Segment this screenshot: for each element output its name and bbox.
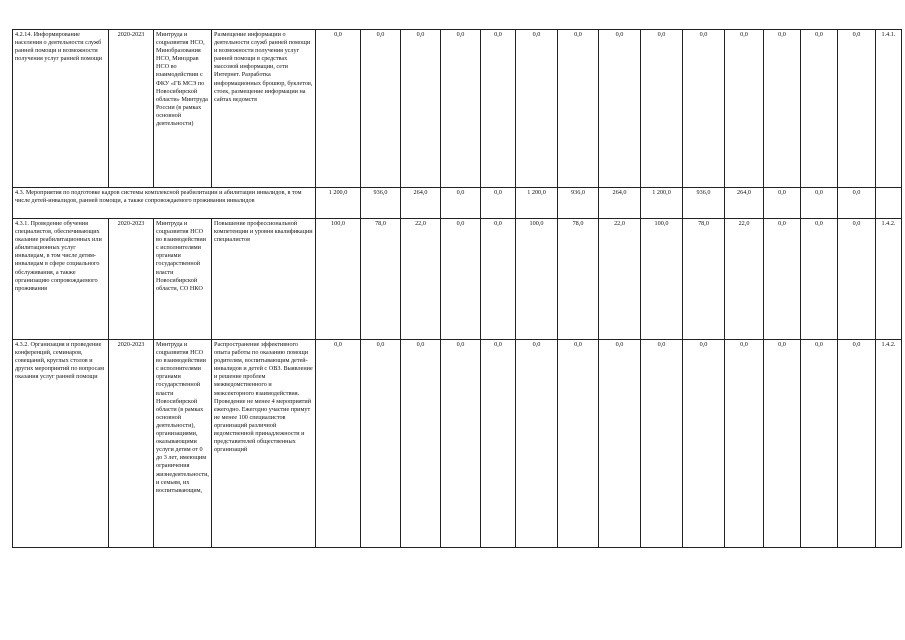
value-cell: 0,0 [481,188,516,219]
value-cell: 0,0 [558,340,599,548]
value-cell: 0,0 [599,30,641,188]
activity-name-cell: 4.3.2. Организация и проведение конференций, семинаров, совещаний, круглых столов и других мероприятий по вопросам оказания услуг ранней помощи [13,340,109,548]
value-cell: 0,0 [764,219,801,340]
value-cell: 100,0 [641,219,683,340]
value-cell: 100,0 [516,219,558,340]
value-cell: 0,0 [801,340,838,548]
executors-cell: Минтруда и соцразвития НСО, Минобразования НСО, Минздрав НСО во взаимодействии с ФКУ «ГБ МСЭ по Новосибирской области» Минтруда России (в рамках основной деятельности) [154,30,212,188]
value-cell: 0,0 [481,219,516,340]
value-cell: 0,0 [725,30,764,188]
value-cell: 0,0 [725,340,764,548]
section-title-cell: 4.3. Мероприятия по подготовке кадров системы комплексной реабилитации и абилитации инвалидов, в том числе детей-инвалидов, ранней помощи, а также сопровождаемого проживания инвалидов [13,188,316,219]
program-activities-table [12,29,902,548]
value-cell: 0,0 [764,340,801,548]
value-cell: 0,0 [641,30,683,188]
value-cell: 0,0 [838,219,876,340]
value-cell: 0,0 [481,340,516,548]
value-cell: 0,0 [516,340,558,548]
value-cell: 0,0 [481,30,516,188]
value-cell: 0,0 [764,188,801,219]
value-cell: 0,0 [441,219,481,340]
result-cell: Повышение профессиональной компетенции и уровня квалификации специалистов [212,219,316,340]
value-cell: 264,0 [725,188,764,219]
period-cell: 2020-2023 [109,219,154,340]
result-cell: Размещение информации о деятельности служб ранней помощи и возможности получения услуг ранней помощи в средствах массовой информации, сети Интернет. Разработка информационных брошюр, буклетов, стоек, размещение информации на сайтах ведомств [212,30,316,188]
indicator-code-cell: 1.4.2. [876,219,902,340]
value-cell: 22,0 [725,219,764,340]
value-cell: 0,0 [441,30,481,188]
section-row [13,188,902,219]
result-cell: Распространение эффективного опыта работы по оказанию помощи родителям, воспитывающим детей-инвалидов и детей с ОВЗ. Выявление и решение проблем межведомственного и межсекторного взаимодействия. Проведение не менее 4 мероприятий ежегодно. Ежегодно участие примут не менее 100 специалистов организаций различной ведомственной принадлежности и представителей общественных организаций [212,340,316,548]
period-cell: 2020-2023 [109,340,154,548]
value-cell: 936,0 [558,188,599,219]
indicator-code-cell: 1.4.2. [876,340,902,548]
period-cell: 2020-2023 [109,30,154,188]
value-cell: 0,0 [558,30,599,188]
value-cell: 936,0 [361,188,401,219]
value-cell: 0,0 [838,188,876,219]
value-cell: 264,0 [401,188,441,219]
activity-name-cell: 4.3.1. Проведение обучения специалистов, обеспечивающих оказание реабилитационных или абилитационных услуг инвалидам, в том числе детям-инвалидам в сфере социального обслуживания, а также организацию сопровождаемого проживания [13,219,109,340]
value-cell: 0,0 [361,340,401,548]
activity-name-cell: 4.2.14. Информирование населения о деятельности служб ранней помощи и возможности получения услуг ранней помощи [13,30,109,188]
value-cell: 22,0 [401,219,441,340]
table-row [13,30,902,188]
value-cell: 78,0 [683,219,725,340]
executors-cell: Минтруда и соцразвития НСО во взаимодействии с исполнителями органами государственной власти Новосибирской области (в рамках основной деятельности), организациями, оказывающими услуги детям от 0 до 3 лет, имеющим ограничения жизнедеятельности, и семьям, их воспитывающим, [154,340,212,548]
value-cell: 0,0 [516,30,558,188]
value-cell: 0,0 [801,30,838,188]
table-row [13,219,902,340]
value-cell: 0,0 [599,340,641,548]
value-cell: 100,0 [316,219,361,340]
value-cell: 0,0 [441,340,481,548]
value-cell: 0,0 [316,30,361,188]
value-cell: 1 200,0 [316,188,361,219]
value-cell: 78,0 [361,219,401,340]
value-cell: 1 200,0 [516,188,558,219]
value-cell: 0,0 [801,219,838,340]
value-cell: 0,0 [441,188,481,219]
value-cell: 0,0 [401,30,441,188]
executors-cell: Минтруда и соцразвития НСО во взаимодействии с исполнителями органами государственной власти Новосибирской области, СО НКО [154,219,212,340]
value-cell: 0,0 [683,340,725,548]
value-cell: 0,0 [401,340,441,548]
value-cell: 0,0 [316,340,361,548]
value-cell: 0,0 [764,30,801,188]
value-cell: 936,0 [683,188,725,219]
value-cell: 1 200,0 [641,188,683,219]
value-cell: 0,0 [838,30,876,188]
value-cell: 0,0 [838,340,876,548]
value-cell: 22,0 [599,219,641,340]
value-cell: 0,0 [361,30,401,188]
indicator-code-cell: 1.4.1. [876,30,902,188]
value-cell: 78,0 [558,219,599,340]
indicator-code-cell [876,188,902,219]
value-cell: 0,0 [641,340,683,548]
value-cell: 264,0 [599,188,641,219]
table-row [13,340,902,548]
value-cell: 0,0 [683,30,725,188]
value-cell: 0,0 [801,188,838,219]
